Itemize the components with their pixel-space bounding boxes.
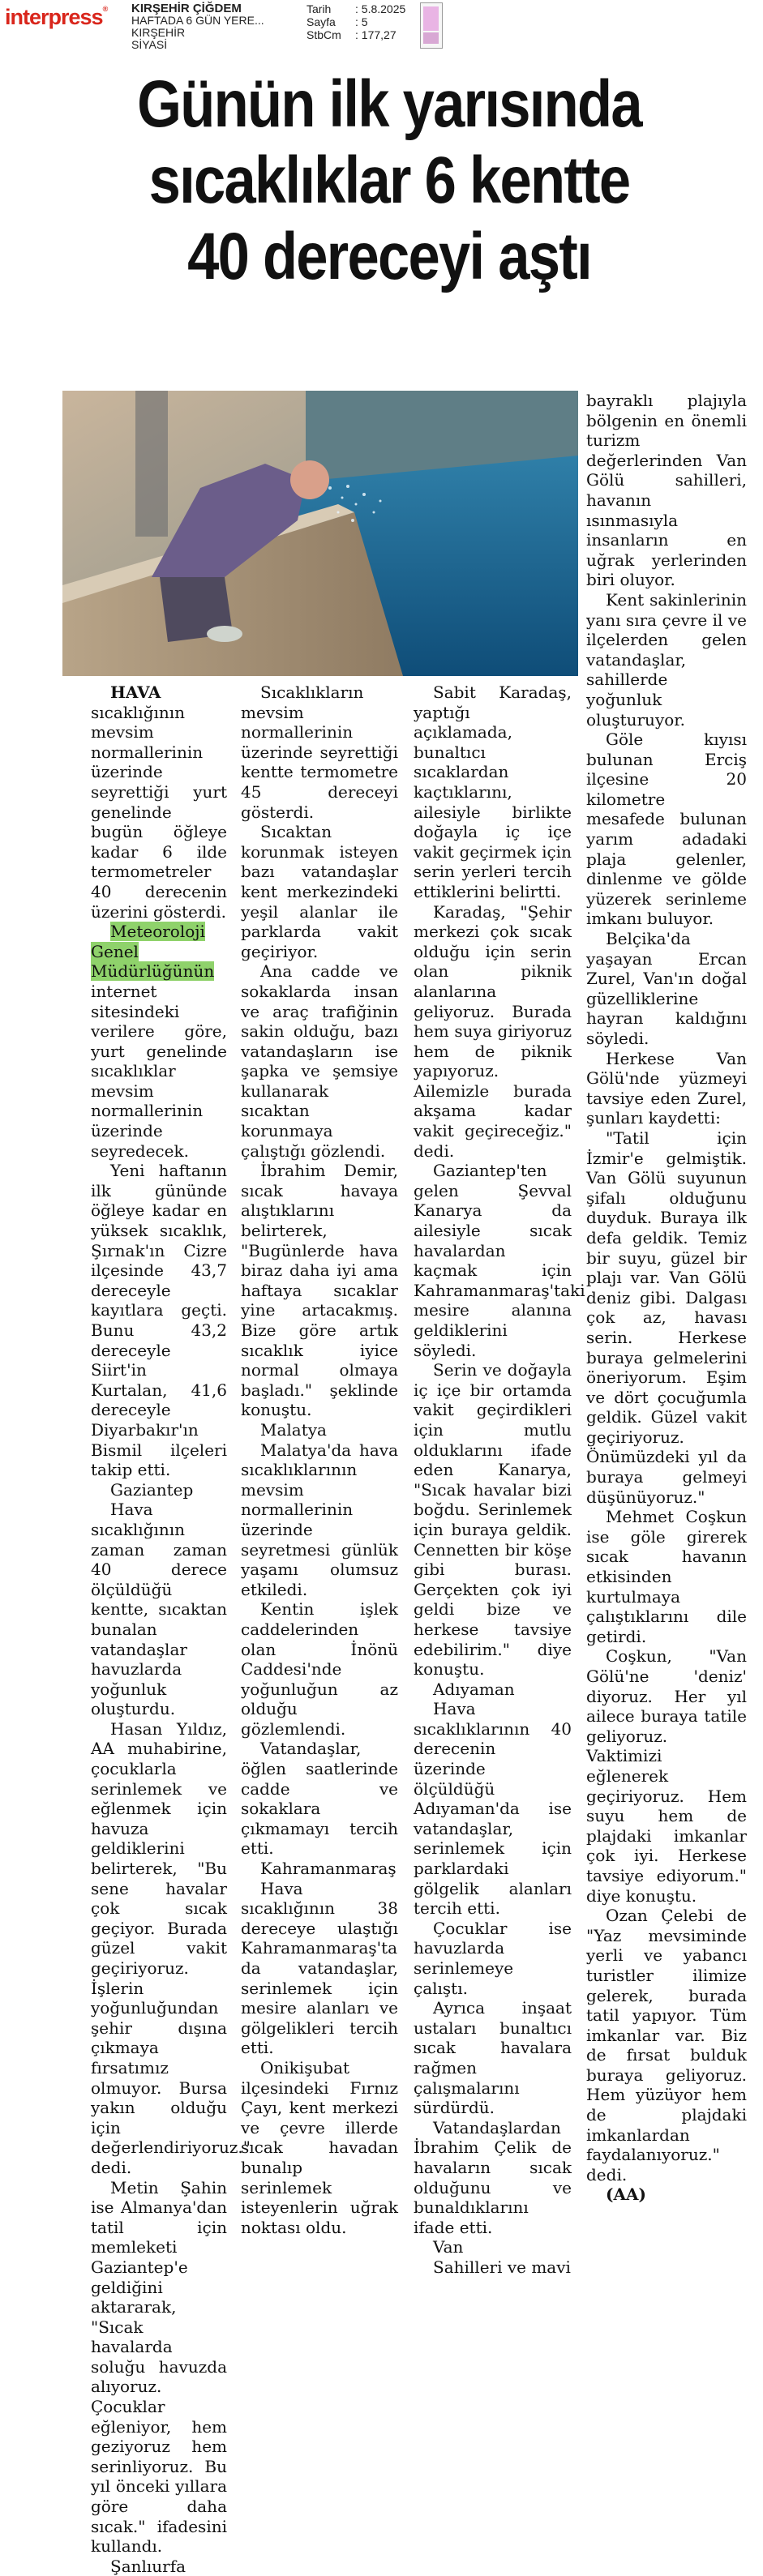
paragraph: İbrahim Demir, sıcak havaya alıştıklarını belirterek, "Bugünlerde hava biraz daha iyi ama haftaya sıcaklar yine artacakmış. Bize göre artık sıcaklık iyice normal olmaya başladı." şeklinde konuştu. <box>241 1161 398 1420</box>
headline-line-2: sıcaklıklar 6 kentte <box>148 143 630 217</box>
paragraph: Kent sakinlerinin yanı sıra çevre il ve ilçelerden gelen vatandaşlar, sahillerde yoğunluk oluşturuyor. <box>586 589 747 730</box>
headline-line-1: Günün ilk yarısında <box>137 67 641 141</box>
paragraph: Coşkun, "Van Gölü'ne 'deniz' diyoruz. Her yıl ailece buraya tatile geliyoruz. Vaktimizi eğlenerek geçiriyoruz. Hem suyu hem de plajdaki imkanlar çok iyi. Herkese tavsiye ediyorum." diye konuştu. <box>586 1646 747 1906</box>
paragraph: Ozan Çelebi de "Yaz mevsiminde yerli ve yabancı turistler ilimize gelerek, burada tatil yapıyor. Tüm imkanlar var. Biz de fırsat bulduk buraya geliyoruz. Hem yüzüyor hem de plajdaki imkanlardan faydalanıyoruz." dedi. <box>586 1906 747 2184</box>
subheading: Adıyaman <box>433 1679 515 1699</box>
paragraph: Ayrıca inşaat ustaları bunaltıcı sıcak havalara rağmen çalışmalarını sürdürdü. <box>414 1998 572 2118</box>
page-thumbnail <box>420 2 443 49</box>
paragraph: Sabit Karadaş, yaptığı açıklamada, bunaltıcı sıcaklardan kaçtıklarını, ailesiyle birlikte doğayla iç içe vakit geçirmek için serin yerleri tercih ettiklerini belirtti. <box>414 683 572 901</box>
paragraph: Yeni haftanın ilk gününde öğleye kadar en yüksek sıcaklık, Şırnak'ın Cizre ilçesinde 43,7 dereceyle kayıtlara geçti. Bunu 43,2 dereceyle Siirt'in Kurtalan, 41,6 dereceyle Diyarbakır'ın Bismil ilçeleri takip etti. <box>91 1161 227 1480</box>
paragraph: Kentin işlek caddelerinden olan İnönü Caddesi'nde yoğunluğun az olduğu gözlemlendi. <box>241 1599 398 1739</box>
article-column-4 <box>586 391 747 2205</box>
subheading: Malatya <box>260 1419 327 1440</box>
subheading: Gaziantep <box>110 1479 194 1500</box>
paragraph: Belçika'da yaşayan Ercan Zurel, Van'ın doğal güzelliklerine hayran kaldığını söyledi. <box>586 929 747 1048</box>
article-column-1 <box>91 683 251 2576</box>
paragraph: Sıcaklıkların mevsim normallerinin üzerinde seyrettiği kentte termometre 45 dereceyi gösterdi. <box>241 683 398 822</box>
highlighted-term: Meteoroloji Genel Müdürlüğünün <box>91 922 215 982</box>
subheading: Şanlıurfa <box>110 2556 186 2576</box>
paragraph: Onikişubat ilçesindeki Fırnız Çayı, kent merkezi ve çevre illerde sıcak havadan bunalıp serinlemek isteyenlerin uğrak noktası oldu. <box>241 2057 398 2237</box>
paragraph: Göle kıyısı bulunan Erciş ilçesine 20 kilometre mesafede bulunan yarım adadaki plaja gelenler, dinlenme ve gölde yüzerek serinleme imkanı buluyor. <box>586 730 747 929</box>
interpress-logo: interpress® <box>5 5 108 29</box>
paragraph: Çocuklar ise havuzlarda serinlemeye çalıştı. <box>414 1918 572 1998</box>
article-photo <box>62 391 578 676</box>
paragraph: Serin ve doğayla iç içe bir ortamda vakit geçirdikleri için mutlu olduklarını ifade eden Kanarya, "Sıcak havalar bizi boğdu. Serinlemek için buraya geldik. Cennetten bir köşe gibi burası. Gerçekten çok iyi geldi bize ve herkese tavsiye edebilirim." diye konuştu. <box>414 1360 572 1680</box>
paragraph: Vatandaşlar, öğlen saatlerinde cadde ve sokaklara çıkmamayı tercih etti. <box>241 1739 398 1859</box>
article-category: SİYASİ <box>131 38 168 51</box>
clipping-header <box>0 0 763 57</box>
paragraph: Hava sıcaklıklarının 40 derecenin üzerinde ölçüldüğü Adıyaman'da ise vatandaşlar, serinlemek için parklardaki gölgelik alanları tercih etti. <box>414 1699 572 1919</box>
paragraph: Hava sıcaklığının zaman zaman 40 derece ölçüldüğü kentte, sıcaktan bunalan vatandaşlar havuzlarda yoğunluk oluşturdu. <box>91 1500 227 1719</box>
publication-name: KIRŞEHİR ÇİĞDEM <box>131 2 242 15</box>
paragraph: HAVA sıcaklığının mevsim normallerinin üzerinde seyrettiği yurt genelinde bugün öğleye kadar 6 ilde termometreler 40 derecenin üzerini gösterdi. <box>91 683 227 922</box>
news-source: (AA) <box>606 2184 646 2205</box>
paragraph: Vatandaşlardan İbrahim Çelik de havaların sıcak olduğunu ve bunaldıklarını ifade etti. <box>414 2117 572 2237</box>
paragraph: Gaziantep'ten gelen Şevval Kanarya da ailesiyle sıcak havalardan kaçmak için Kahramanmaraş'taki mesire alanına geldiklerini söyledi. <box>414 1161 585 1360</box>
paragraph: Sıcaktan korunmak isteyen bazı vatandaşlar kent merkezindeki yeşil alanlar ile parklarda vakit geçiriyor. <box>241 822 398 961</box>
paragraph: Sahilleri ve mavi <box>433 2257 571 2277</box>
clipping-details: Tarih : 5.8.2025 Sayfa : 5 StbCm : 177,27 <box>306 2 406 41</box>
paragraph: Mehmet Coşkun ise göle girerek sıcak havanın etkisinden kurtulmaya çalıştıklarını dile getirdi. <box>586 1507 747 1646</box>
clip-size: : 177,27 <box>355 28 397 41</box>
paragraph: Herkese Van Gölü'nde yüzmeyi tavsiye eden Zurel, şunları kaydetti: <box>586 1048 747 1128</box>
paragraph: Metin Şahin ise Almanya'dan tatil için memleketi Gaziantep'e geldiğini aktararak, "Sıcak havalarda soluğu havuzda alıyoruz. Çocuklar eğleniyor, hem geziyoruz hem serinliyoruz. Bu yıl önceki yıllara göre daha sıcak." ifadesini kullandı. <box>91 2177 227 2557</box>
clip-date: : 5.8.2025 <box>355 2 406 15</box>
paragraph: Hasan Yıldız, AA muhabirine, çocuklarla serinlemek ve eğlenmek için havuza geldiklerini belirterek, "Bu sene havalar çok sıcak geçiyor. Burada güzel vakit geçiriyoruz. İşlerin yoğunluğundan şehir dışına çıkmaya fırsatımız olmuyor. Bursa yakın olduğu için değerlendiriyoruz." dedi. <box>91 1718 251 2177</box>
lead-word: HAVA <box>110 683 161 702</box>
article-column-3 <box>414 683 585 2278</box>
article-column-2 <box>241 683 398 2237</box>
paragraph: Meteoroloji Genel Müdürlüğünün internet sitesindeki verilere göre, yurt genelinde sıcaklıklar mevsim normallerinin üzerinde seyredecek. <box>91 922 227 1161</box>
subheading: Van <box>433 2237 464 2257</box>
paragraph: Karadaş, "Şehir merkezi çok sıcak olduğu için serin olan piknik alanlarına geliyoruz. Burada hem suya giriyoruz hem de piknik yapıyoruz. Ailemizle burada akşama kadar vakit geçireceğiz." dedi. <box>414 901 572 1161</box>
headline <box>83 66 697 295</box>
publication-city: KIRŞEHİR <box>131 26 186 39</box>
paragraph: bayraklı plajıyla bölgenin en önemli turizm değerlerinden Van Gölü sahilleri, havanın ısınmasıyla insanların en uğrak yerlerinden biri oluyor. <box>586 391 747 590</box>
paragraph: Hava sıcaklığının 38 dereceye ulaştığı Kahramanmaraş'ta da vatandaşlar, serinlemek için mesire alanları ve gölgelikleri tercih etti. <box>241 1878 398 2058</box>
paragraph: "Tatil için İzmir'e gelmiştik. Van Gölü suyunun şifalı olduğunu duyduk. Buraya ilk defa geldik. Temiz bir suyu, güzel bir plajı var. Van Gölü deniz gibi. Dalgası çok az, havası serin. Herkese buraya gelmelerini öneriyorum. Eşim ve dört çocuğumla geldik. Güzel vakit geçiriyoruz. Önümüzdeki yıl da buraya gelmeyi düşünüyoruz." <box>586 1128 747 1507</box>
headline-line-3: 40 dereceyi aştı <box>187 220 591 293</box>
clip-page: : 5 <box>355 15 368 28</box>
publication-meta <box>131 2 264 51</box>
subheading: Kahramanmaraş <box>260 1859 397 1879</box>
paragraph: Ana cadde ve sokaklarda insan ve araç trafiğinin sakin olduğu, bazı vatandaşların ise şapka ve şemsiye kullanarak sıcaktan korunmaya çalıştığı gözlendi. <box>241 961 398 1161</box>
article-snippet: HAFTADA 6 GÜN YERE... <box>131 14 264 27</box>
paragraph: Malatya'da hava sıcaklıklarının mevsim normallerinin üzerinde seyretmesi günlük yaşamı olumsuz etkiledi. <box>241 1440 398 1599</box>
